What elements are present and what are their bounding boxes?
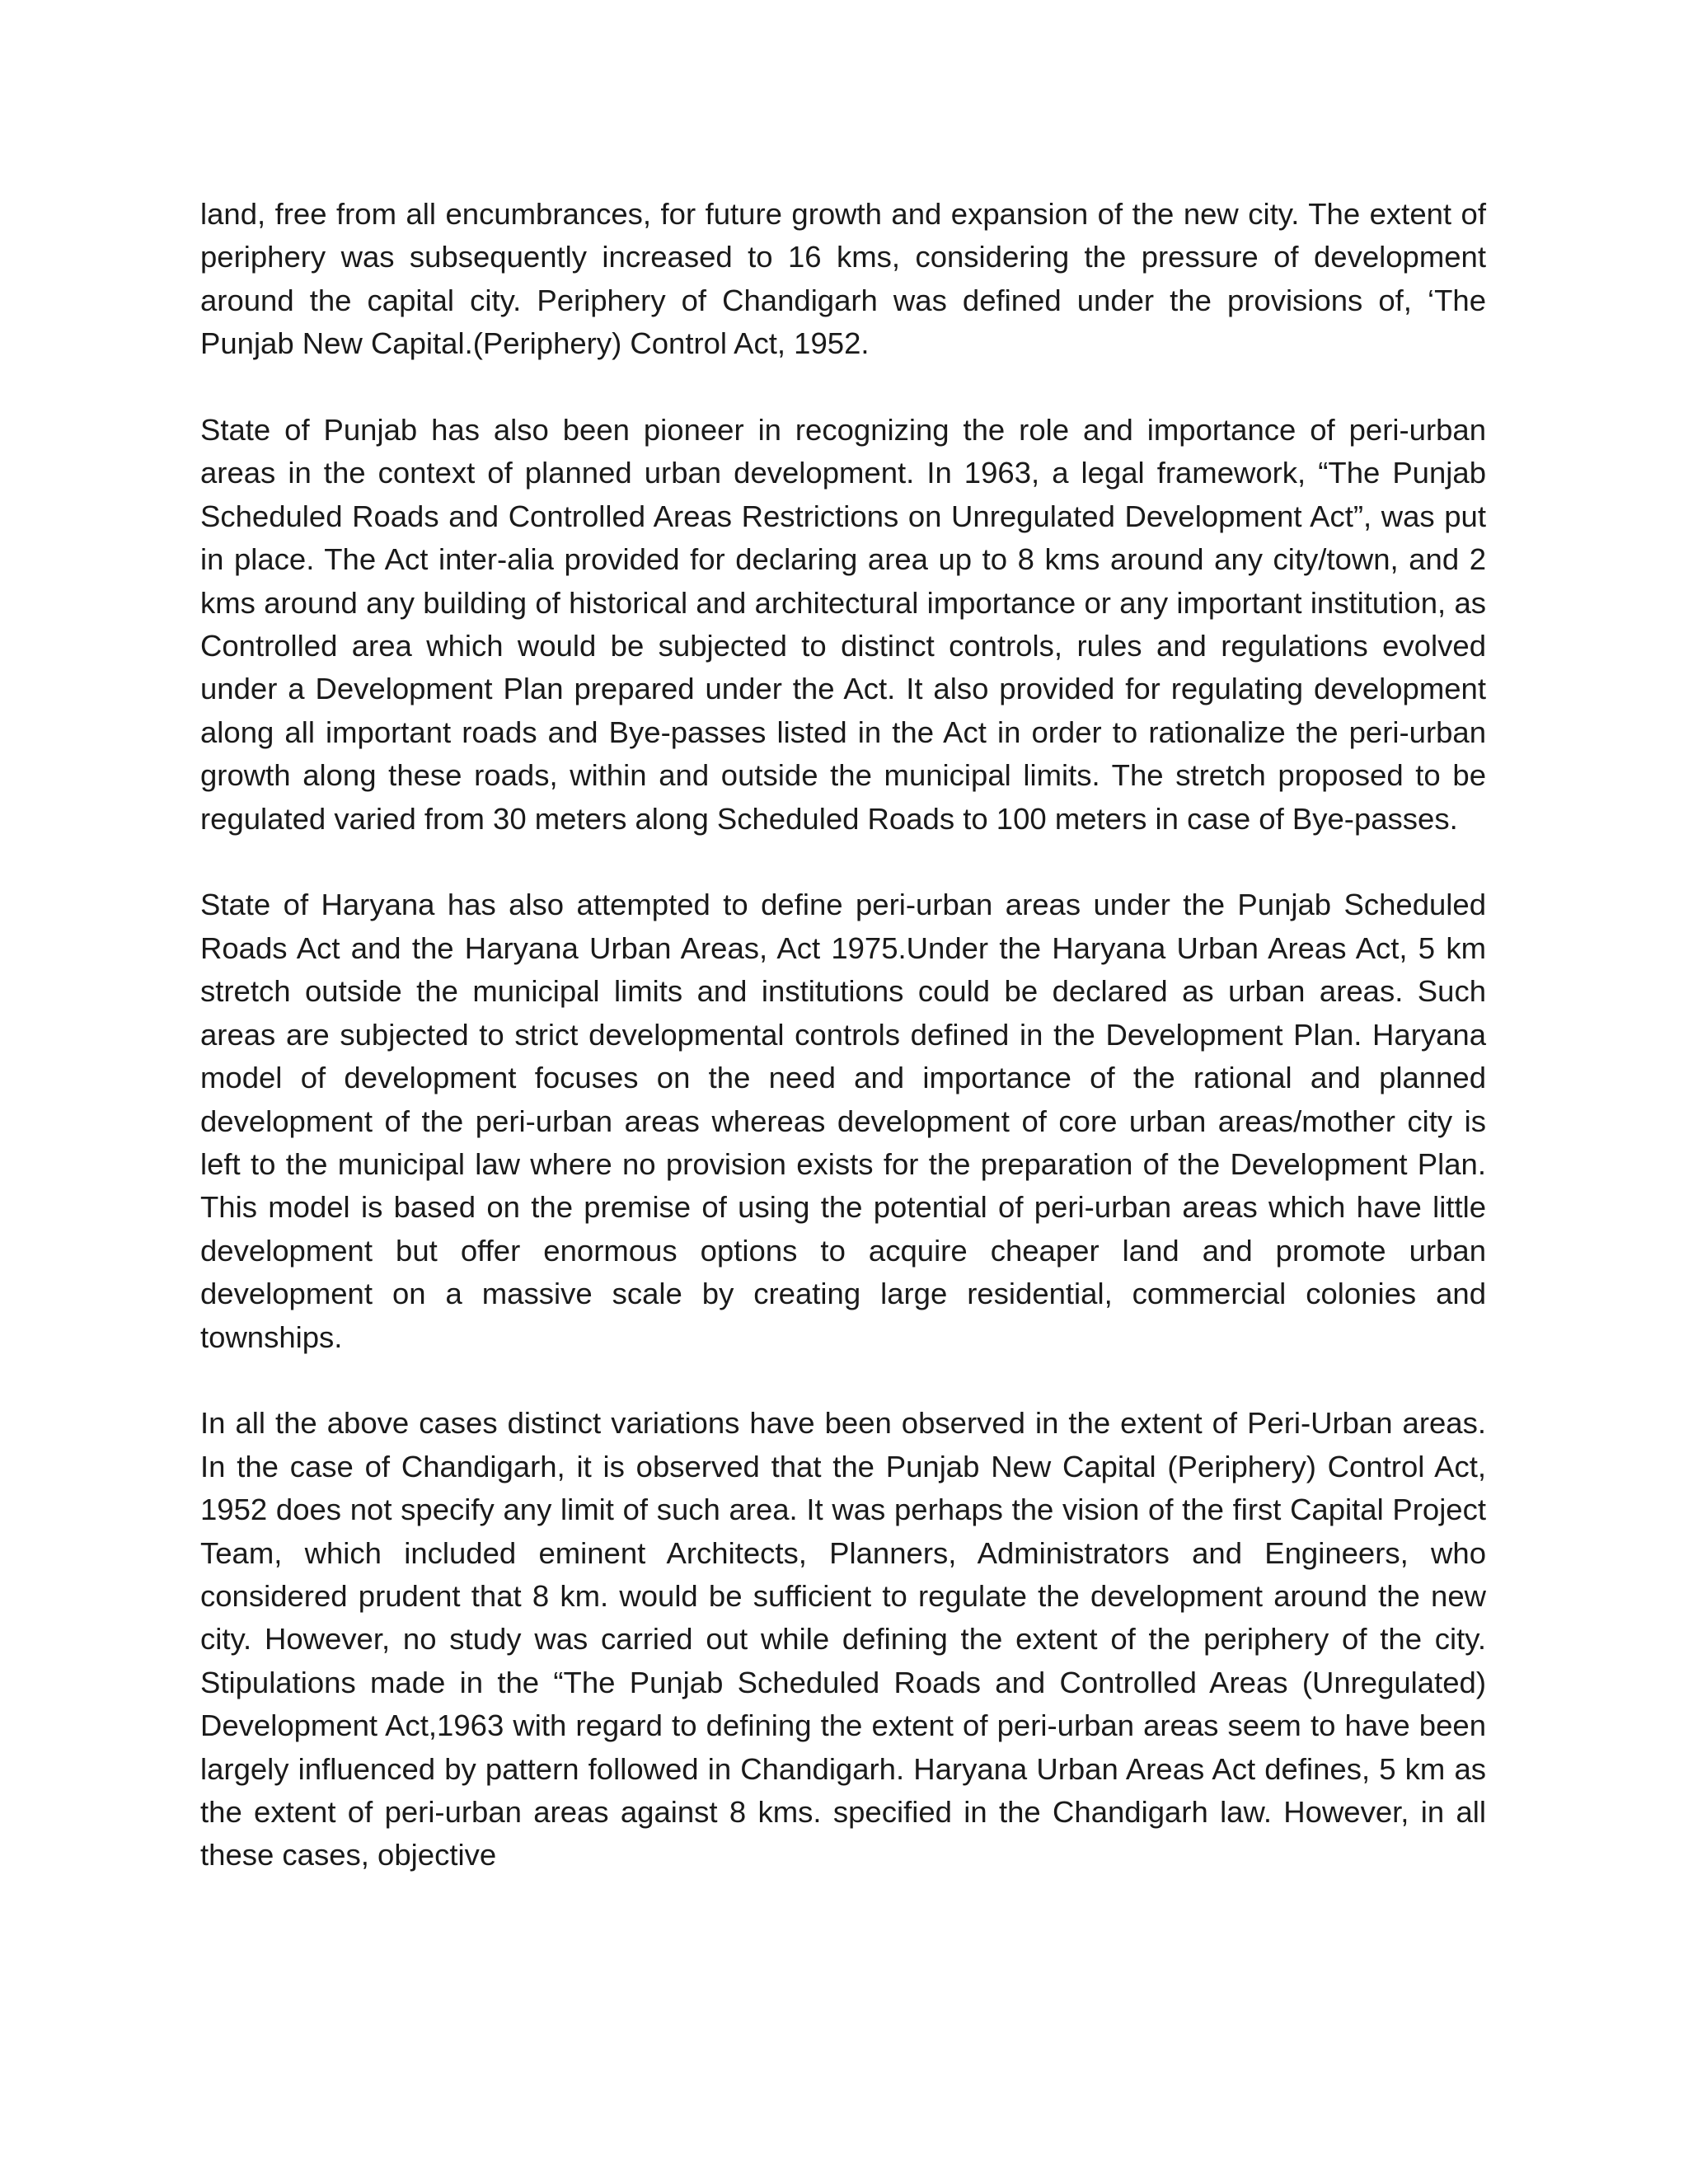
- paragraph-variations: In all the above cases distinct variations have been observed in the extent of Peri-Urban areas. In the case of Chandigarh, it is observed that the Punjab New Capital (Periphery) Control Act, 1952 does not specify any limit of such area. It was perhaps the vision of the first Capital Project Team, which included eminent Architects, Planners, Administrators and Engineers, who considered prudent that 8 km. would be sufficient to regulate the development around the new city. However, no study was carried out while defining the extent of the periphery of the city. Stipulations made in the “The Punjab Scheduled Roads and Controlled Areas (Unregulated) Development Act,1963 with regard to defining the extent of peri-urban areas seem to have been largely influenced by pattern followed in Chandigarh. Haryana Urban Areas Act defines, 5 km as the extent of peri-urban areas against 8 kms. specified in the Chandigarh law. However, in all these cases, objective: [200, 1406, 1486, 1872]
- paragraph-punjab-act: State of Punjab has also been pioneer in recognizing the role and importance of peri-urban areas in the context of planned urban development. In 1963, a legal framework, “The Punjab Scheduled Roads and Controlled Areas Restrictions on Unregulated Development Act”, was put in place. The Act inter-alia provided for declaring area up to 8 kms around any city/town, and 2 kms around any building of historical and architectural importance or any important institution, as Controlled area which would be subjected to distinct controls, rules and regulations evolved under a Development Plan prepared under the Act. It also provided for regulating development along all important roads and Bye-passes listed in the Act in order to rationalize the peri-urban growth along these roads, within and outside the municipal limits. The stretch proposed to be regulated varied from 30 meters along Scheduled Roads to 100 meters in case of Bye-passes.: [200, 413, 1486, 836]
- paragraph-haryana-act: State of Haryana has also attempted to define peri-urban areas under the Punjab Scheduled Roads Act and the Haryana Urban Areas, Act 1975.Under the Haryana Urban Areas Act, 5 km stretch outside the municipal limits and institutions could be declared as urban areas. Such areas are subjected to strict developmental controls defined in the Development Plan. Haryana model of development focuses on the need and importance of the rational and planned development of the peri-urban areas whereas development of core urban areas/mother city is left to the municipal law where no provision exists for the preparation of the Development Plan. This model is based on the premise of using the potential of peri-urban areas which have little development but offer enormous options to acquire cheaper land and promote urban development on a massive scale by creating large residential, commercial colonies and townships.: [200, 888, 1486, 1354]
- paragraph-periphery-extent: land, free from all encumbrances, for future growth and expansion of the new city. The extent of periphery was subsequently increased to 16 kms, considering the pressure of development around the capital city. Periphery of Chandigarh was defined under the provisions of, ‘The Punjab New Capital.(Periphery) Control Act, 1952.: [200, 197, 1486, 361]
- document-body: [200, 193, 1486, 1920]
